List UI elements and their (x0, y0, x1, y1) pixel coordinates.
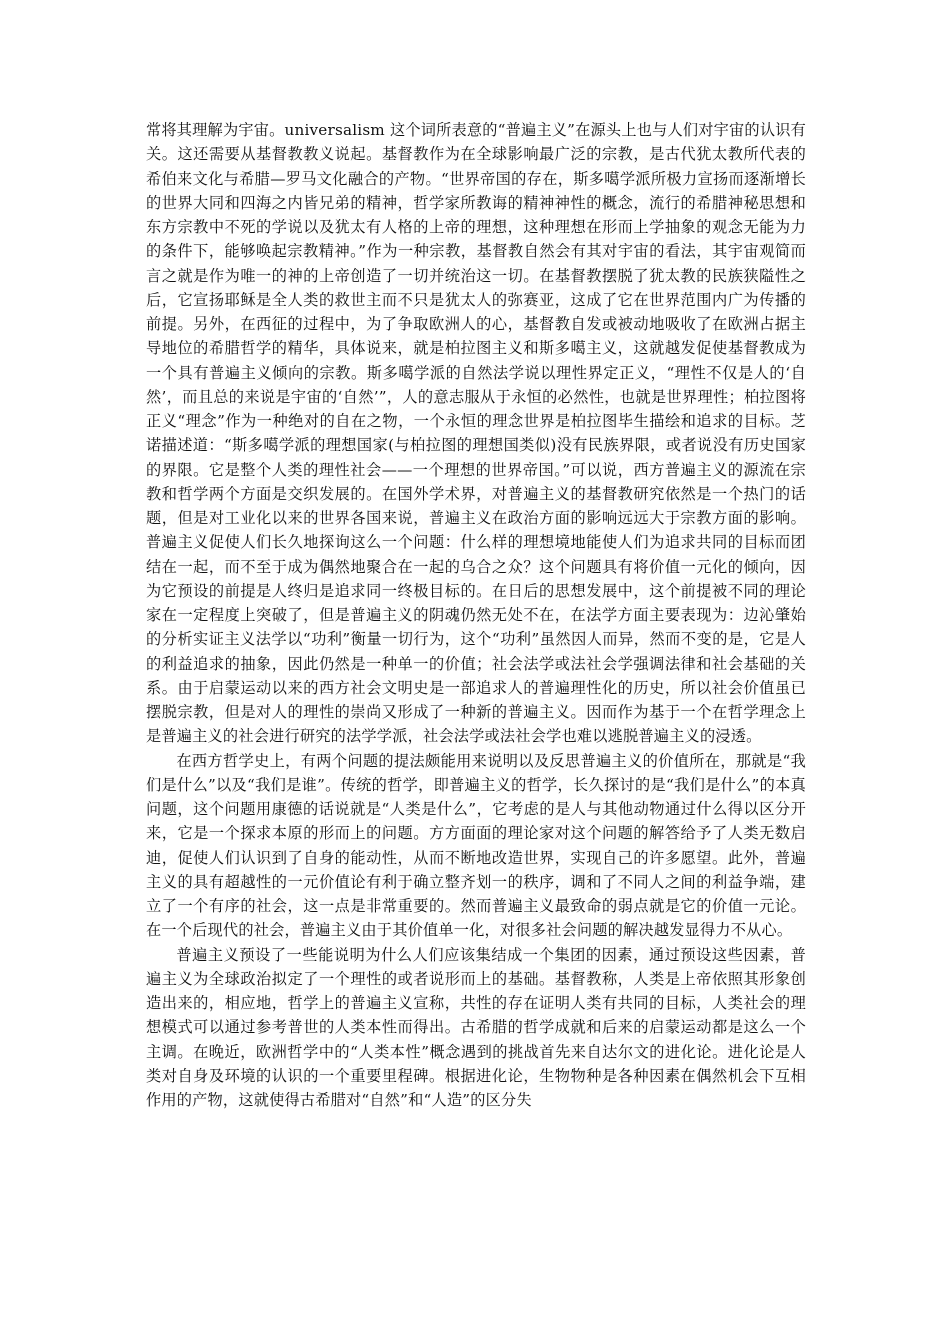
document-page (146, 118, 806, 1112)
paragraph-1: 常将其理解为宇宙。universalism 这个词所表意的“普遍主义”在源头上也与人们对宇宙的认识有关。这还需要从基督教教义说起。基督教作为在全球影响最广泛的宗教，是古代犹太教所代表的希伯来文化与希腊—罗马文化融合的产物。“世界帝国的存在，斯多噶学派所极力宣扬而逐渐增长的世界大同和四海之内皆兄弟的精神，哲学家所教诲的精神神性的概念，流行的希腊神秘思想和东方宗教中不死的学说以及犹太有人格的上帝的理想，这种理想在形而上学抽象的观念无能为力的条件下，能够唤起宗教精神。”作为一种宗教，基督教自然会有其对宇宙的看法，其宇宙观简而言之就是作为唯一的神的上帝创造了一切并统治这一切。在基督教摆脱了犹太教的民族狭隘性之后，它宣扬耶稣是全人类的救世主而不只是犹太人的弥赛亚，这成了它在世界范围内广为传播的前提。另外，在西征的过程中，为了争取欧洲人的心，基督教自发或被动地吸收了在欧洲占据主导地位的希腊哲学的精华，具体说来，就是柏拉图主义和斯多噶主义，这就越发促使基督教成为一个具有普遍主义倾向的宗教。斯多噶学派的自然法学说以理性界定正义，“理性不仅是人的‘自然’，而且总的来说是宇宙的‘自然’”，人的意志服从于永恒的必然性，也就是世界理性；柏拉图将正义“理念”作为一种绝对的自在之物，一个永恒的理念世界是柏拉图毕生描绘和追求的目标。芝诺描述道：“斯多噶学派的理想国家(与柏拉图的理想国类似)没有民族界限，或者说没有历史国家的界限。它是整个人类的理性社会——一个理想的世界帝国。”可以说，西方普遍主义的源流在宗教和哲学两个方面是交织发展的。在国外学术界，对普遍主义的基督教研究依然是一个热门的话题，但是对工业化以来的世界各国来说，普遍主义在政治方面的影响远远大于宗教方面的影响。普遍主义促使人们长久地探询这么一个问题：什么样的理想境地能使人们为追求共同的目标而团结在一起，而不至于成为偶然地聚合在一起的乌合之众？这个问题具有将价值一元化的倾向，因为它预设的前提是人终归是追求同一终极目标的。在日后的思想发展中，这个前提被不同的理论家在一定程度上突破了，但是普遍主义的阴魂仍然无处不在，在法学方面主要表现为：边沁肇始的分析实证主义法学以“功利”衡量一切行为，这个“功利”虽然因人而异，然而不变的是，它是人的利益追求的抽象，因此仍然是一种单一的价值；社会法学或法社会学强调法律和社会基础的关系。由于启蒙运动以来的西方社会文明史是一部追求人的普遍理性化的历史，所以社会价值虽已摆脱宗教，但是对人的理性的崇尚又形成了一种新的普遍主义。因而作为基于一个在哲学理念上是普遍主义的社会进行研究的法学学派，社会法学或法社会学也难以逃脱普遍主义的浸透。 (146, 121, 806, 746)
paragraph-3: 普遍主义预设了一些能说明为什么人们应该集结成一个集团的因素，通过预设这些因素，普遍主义为全球政治拟定了一个理性的或者说形而上的基础。基督教称，人类是上帝依照其形象创造出来的，相应地，哲学上的普遍主义宣称，共性的存在证明人类有共同的目标，人类社会的理想模式可以通过参考普世的人类本性而得出。古希腊的哲学成就和后来的启蒙运动都是这么一个主调。在晚近，欧洲哲学中的“人类本性”概念遇到的挑战首先来自达尔文的进化论。进化论是人类对自身及环境的认识的一个重要里程碑。根据进化论，生物物种是各种因素在偶然机会下互相作用的产物，这就使得古希腊对“自然”和“人造”的区分失 (146, 945, 806, 1109)
paragraph-2: 在西方哲学史上，有两个问题的提法颇能用来说明以及反思普遍主义的价值所在，那就是“我们是什么”以及“我们是谁”。传统的哲学，即普遍主义的哲学，长久探讨的是“我们是什么”的本真问题，这个问题用康德的话说就是“人类是什么”，它考虑的是人与其他动物通过什么得以区分开来，它是一个探求本原的形而上的问题。方方面面的理论家对这个问题的解答给予了人类无数启迪，促使人们认识到了自身的能动性，从而不断地改造世界，实现自己的许多愿望。此外，普遍主义的具有超越性的一元价值论有利于确立整齐划一的秩序，调和了不同人之间的利益争端，建立了一个有序的社会，这一点是非常重要的。然而普遍主义最致命的弱点就是它的价值一元论。在一个后现代的社会，普遍主义由于其价值单一化，对很多社会问题的解决越发显得力不从心。 (146, 751, 806, 940)
